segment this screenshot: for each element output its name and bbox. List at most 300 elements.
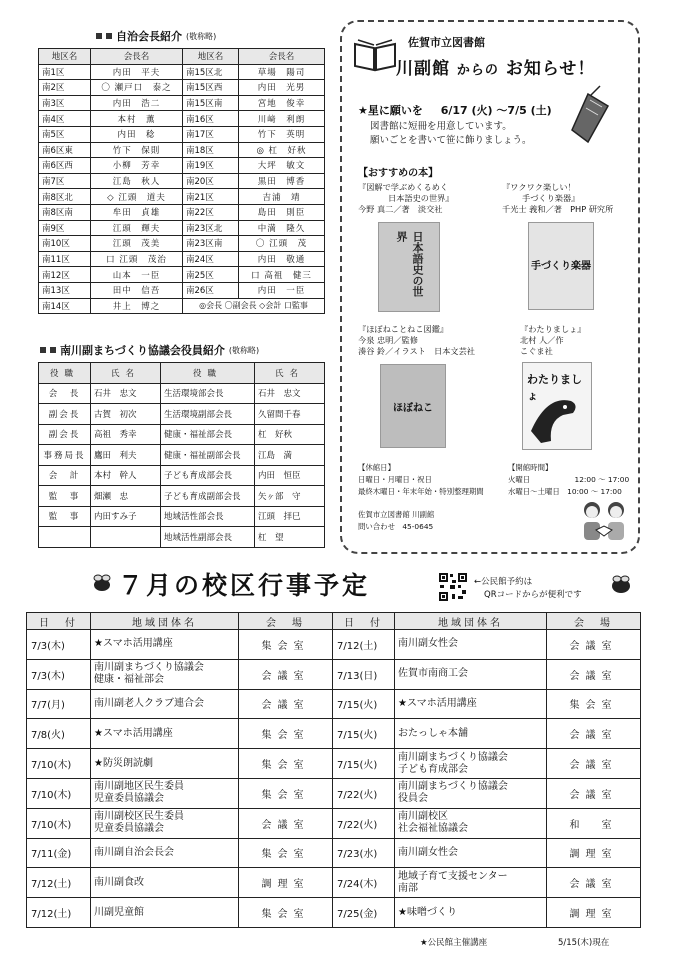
group-cell bbox=[395, 778, 547, 808]
ward-cell: 南12区 bbox=[39, 267, 91, 283]
chief-name-cell: 〇 江頭 茂 bbox=[239, 236, 325, 252]
book-info bbox=[358, 324, 475, 357]
date-cell: 7/15(火) bbox=[333, 719, 395, 749]
officer-name-cell bbox=[91, 527, 161, 548]
officer-name-cell: 内田すみ子 bbox=[91, 506, 161, 527]
table-row bbox=[39, 527, 325, 548]
desc-line: 図書館に短冊を用意しています。 bbox=[370, 121, 512, 132]
group-line: 南川副女性会 bbox=[398, 846, 458, 858]
book-info bbox=[502, 182, 613, 215]
table-row bbox=[39, 204, 325, 220]
table-row bbox=[39, 142, 325, 158]
chief-name-cell: 口 高祖 健三 bbox=[239, 267, 325, 283]
officers-title: 南川副まちづくり協議会役員紹介 bbox=[60, 344, 225, 357]
chief-name-cell: 内田 稔 bbox=[91, 126, 183, 142]
table-row bbox=[39, 282, 325, 298]
group-line: 児童委員協議会 bbox=[94, 823, 164, 835]
schedule-table bbox=[26, 612, 641, 928]
group-cell bbox=[395, 659, 547, 689]
ward-cell: 南15区南 bbox=[183, 95, 239, 111]
group-cell bbox=[91, 659, 239, 689]
table-row bbox=[39, 126, 325, 142]
chief-name-cell: 江頭 輝夫 bbox=[91, 220, 183, 236]
column-header: 地域団体名 bbox=[91, 613, 239, 630]
group-line: 南川副地区民生委員 bbox=[94, 781, 184, 793]
group-cell bbox=[395, 719, 547, 749]
chief-name-cell: 宮地 俊幸 bbox=[239, 95, 325, 111]
qr-note bbox=[474, 576, 582, 602]
date-cell: 7/13(日) bbox=[333, 659, 395, 689]
officer-name-cell: 杠 好秋 bbox=[255, 424, 325, 445]
closed-head: 【休館日】 bbox=[358, 463, 395, 472]
table-row bbox=[27, 808, 641, 838]
chief-name-cell: ◎ 杠 好秋 bbox=[239, 142, 325, 158]
chief-name-cell: 江島 秋人 bbox=[91, 173, 183, 189]
date-cell: 7/23(水) bbox=[333, 838, 395, 868]
hours-line: 水曜日～土曜日 10:00 ～ 17:00 bbox=[508, 487, 622, 496]
ward-cell: 南2区 bbox=[39, 80, 91, 96]
group-cell bbox=[91, 630, 239, 660]
book-title: 北村 人／作 bbox=[520, 335, 564, 345]
group-line: 地域子育て支援センター bbox=[398, 870, 508, 882]
group-cell bbox=[91, 719, 239, 749]
column-header: 日 付 bbox=[27, 613, 91, 630]
book-title: 手づくり楽器』 bbox=[522, 193, 580, 203]
date-cell: 7/24(木) bbox=[333, 868, 395, 898]
group-line: 南部 bbox=[398, 882, 418, 894]
group-cell bbox=[395, 630, 547, 660]
table-row bbox=[27, 898, 641, 928]
chief-name-cell: 内田 一臣 bbox=[239, 282, 325, 298]
group-cell bbox=[395, 808, 547, 838]
officer-name-cell: 本村 幹人 bbox=[91, 465, 161, 486]
chief-name-cell: 中満 隆久 bbox=[239, 220, 325, 236]
venue-cell: 会議室 bbox=[547, 749, 641, 779]
group-line: ★スマホ活用講座 bbox=[94, 638, 173, 650]
officer-name-cell: 江頭 拝巳 bbox=[255, 506, 325, 527]
ward-cell: 南23区南 bbox=[183, 236, 239, 252]
star-event-desc bbox=[370, 120, 532, 148]
venue-cell: 会議室 bbox=[547, 630, 641, 660]
chief-name-cell: 島田 則臣 bbox=[239, 204, 325, 220]
group-cell bbox=[395, 749, 547, 779]
table-row bbox=[27, 659, 641, 689]
ward-cell: 南26区 bbox=[183, 282, 239, 298]
footer-note: ★公民館主催講座 bbox=[420, 938, 488, 948]
venue-cell: 集会室 bbox=[239, 630, 333, 660]
bullet-icon bbox=[96, 33, 102, 39]
group-line: 南川副自治会長会 bbox=[94, 846, 174, 858]
table-header-row bbox=[39, 363, 325, 384]
library-notice-box bbox=[340, 20, 640, 554]
group-line: 南川副まちづくり協議会 bbox=[94, 662, 204, 674]
recommended-heading: 【おすすめの本】 bbox=[358, 168, 439, 179]
role-cell: 生活環境部会長 bbox=[161, 383, 255, 404]
book-author: 今野 真二／著 淡交社 bbox=[358, 204, 443, 214]
column-header: 日 付 bbox=[333, 613, 395, 630]
column-header: 会 場 bbox=[547, 613, 641, 630]
venue-cell: 集会室 bbox=[239, 898, 333, 928]
chief-name-cell: 山本 一臣 bbox=[91, 267, 183, 283]
role-cell: 会 長 bbox=[39, 383, 91, 404]
chiefs-heading bbox=[96, 28, 216, 44]
book-title: 『図解で学ぶめくるめく bbox=[358, 182, 449, 192]
date-cell: 7/7(月) bbox=[27, 689, 91, 719]
bullet-icon bbox=[40, 347, 46, 353]
bee-icon bbox=[90, 574, 114, 592]
group-cell bbox=[395, 868, 547, 898]
group-cell bbox=[91, 838, 239, 868]
hours-line: 火曜日 12:00 ～ 17:00 bbox=[508, 475, 630, 484]
ward-cell: 南20区 bbox=[183, 173, 239, 189]
chiefs-note: (敬称略) bbox=[186, 31, 217, 41]
bullet-icon bbox=[106, 33, 112, 39]
officer-name-cell: 杠 望 bbox=[255, 527, 325, 548]
group-cell bbox=[395, 689, 547, 719]
table-row bbox=[39, 404, 325, 425]
star-event-title: ★星に願いを bbox=[358, 104, 423, 117]
group-cell bbox=[91, 778, 239, 808]
officer-name-cell: 矢ヶ部 守 bbox=[255, 486, 325, 507]
ward-cell: 南6区西 bbox=[39, 158, 91, 174]
table-row bbox=[27, 838, 641, 868]
chief-name-cell: 小柳 芳幸 bbox=[91, 158, 183, 174]
venue-cell: 会議室 bbox=[547, 868, 641, 898]
officer-name-cell: 鷹田 利夫 bbox=[91, 445, 161, 466]
chief-name-cell: 大坪 敏文 bbox=[239, 158, 325, 174]
venue-cell: 和 室 bbox=[547, 808, 641, 838]
group-line: 南川副校区民生委員 bbox=[94, 811, 184, 823]
book-cover bbox=[522, 362, 592, 450]
ward-cell: 南17区 bbox=[183, 126, 239, 142]
chief-name-cell: 黒田 博香 bbox=[239, 173, 325, 189]
role-cell: 監 事 bbox=[39, 486, 91, 507]
group-cell bbox=[91, 749, 239, 779]
venue-cell: 集会室 bbox=[239, 838, 333, 868]
ward-cell: 南4区 bbox=[39, 111, 91, 127]
open-book-icon bbox=[352, 36, 398, 74]
officer-name-cell: 石井 忠文 bbox=[255, 383, 325, 404]
ward-cell: 南8区南 bbox=[39, 204, 91, 220]
kids-reading-icon bbox=[578, 498, 630, 546]
role-cell: 健康・福祉部会長 bbox=[161, 424, 255, 445]
date-cell: 7/11(金) bbox=[27, 838, 91, 868]
tanzaku-icon bbox=[570, 84, 618, 146]
role-cell: 子ども育成副部会長 bbox=[161, 486, 255, 507]
table-row bbox=[39, 445, 325, 466]
group-line: 健康・福祉部会 bbox=[94, 674, 164, 686]
cover-text: 日本語史の世界 bbox=[395, 231, 424, 297]
closed-line: 最終木曜日・年末年始・特別整理期間 bbox=[358, 487, 484, 496]
book-title: 『わたりましょ』 bbox=[520, 324, 586, 334]
role-cell: 健康・福祉副部会長 bbox=[161, 445, 255, 466]
ward-cell: 南18区 bbox=[183, 142, 239, 158]
star-event bbox=[358, 102, 552, 118]
date-cell: 7/8(火) bbox=[27, 719, 91, 749]
venue-cell: 調理室 bbox=[239, 868, 333, 898]
chief-name-cell: 〇 瀬戸口 泰之 bbox=[91, 80, 183, 96]
group-cell bbox=[91, 689, 239, 719]
officer-name-cell: 内田 恒臣 bbox=[255, 465, 325, 486]
venue-cell: 集会室 bbox=[239, 778, 333, 808]
officer-name-cell: 畑瀬 忠 bbox=[91, 486, 161, 507]
library-notice: お知らせ！ bbox=[505, 59, 596, 79]
table-row bbox=[39, 298, 325, 314]
venue-cell: 会議室 bbox=[547, 659, 641, 689]
ward-cell: 南23区北 bbox=[183, 220, 239, 236]
column-header: 氏名 bbox=[91, 363, 161, 384]
column-header: 会 場 bbox=[239, 613, 333, 630]
column-header: 役職 bbox=[39, 363, 91, 384]
book-cover bbox=[380, 364, 446, 448]
date-cell: 7/15(火) bbox=[333, 749, 395, 779]
group-cell bbox=[91, 868, 239, 898]
date-cell: 7/3(木) bbox=[27, 659, 91, 689]
group-line: 佐賀市南商工会 bbox=[398, 668, 468, 680]
officer-name-cell: 江島 満 bbox=[255, 445, 325, 466]
table-header-row bbox=[39, 49, 325, 65]
book-title: 今泉 忠明／監修 bbox=[358, 335, 418, 345]
library-org: 佐賀市立図書館 bbox=[408, 36, 485, 49]
table-row bbox=[39, 173, 325, 189]
group-line: 子ども育成部会 bbox=[398, 763, 468, 775]
schedule-title: ７月の校区行事予定 bbox=[118, 571, 371, 600]
table-row bbox=[27, 689, 641, 719]
group-line: 川副児童館 bbox=[94, 906, 144, 918]
date-cell: 7/25(金) bbox=[333, 898, 395, 928]
officers-note: (敬称略) bbox=[228, 345, 260, 355]
officer-name-cell: 高祖 秀幸 bbox=[91, 424, 161, 445]
role-cell: 地域活性部会長 bbox=[161, 506, 255, 527]
date-cell: 7/10(木) bbox=[27, 749, 91, 779]
group-cell bbox=[395, 898, 547, 928]
ward-cell: 南3区 bbox=[39, 95, 91, 111]
column-header: 会長名 bbox=[91, 49, 183, 65]
book-title: 『ワクワク楽しい！ bbox=[502, 182, 576, 192]
chief-name-cell: 内田 平夫 bbox=[91, 64, 183, 80]
qr-code-icon[interactable] bbox=[438, 572, 468, 602]
chief-name-cell: 川﨑 利朗 bbox=[239, 111, 325, 127]
book-info bbox=[358, 182, 454, 215]
group-line: 役員会 bbox=[398, 793, 428, 805]
cover-text: 手づくり楽器 bbox=[531, 261, 591, 272]
table-row bbox=[39, 465, 325, 486]
group-line: 児童委員協議会 bbox=[94, 793, 164, 805]
group-line: 南川副老人クラブ連合会 bbox=[94, 697, 204, 709]
role-legend: ◎会長 〇副会長 ◇会計 口監事 bbox=[183, 298, 325, 314]
officers-rows bbox=[39, 383, 325, 547]
chief-name-cell: 吉浦 靖 bbox=[239, 189, 325, 205]
book-author: 湊谷 鈴／イラスト 日本文芸社 bbox=[358, 346, 475, 356]
book-author: こぐま社 bbox=[520, 346, 553, 356]
book-title: 日本語史の世界』 bbox=[388, 193, 454, 203]
venue-cell: 会議室 bbox=[547, 719, 641, 749]
opening-hours bbox=[508, 462, 629, 498]
group-line: 南川副まちづくり協議会 bbox=[398, 781, 508, 793]
library-title bbox=[396, 54, 595, 79]
chief-name-cell: 口 江頭 茂治 bbox=[91, 251, 183, 267]
ward-cell: 南8区北 bbox=[39, 189, 91, 205]
venue-cell: 集会室 bbox=[239, 719, 333, 749]
ward-cell: 南9区 bbox=[39, 220, 91, 236]
chief-name-cell: 田中 信吾 bbox=[91, 282, 183, 298]
role-cell: 監 事 bbox=[39, 506, 91, 527]
column-header: 氏名 bbox=[255, 363, 325, 384]
ward-cell: 南13区 bbox=[39, 282, 91, 298]
book-cover bbox=[378, 222, 440, 312]
table-row bbox=[39, 236, 325, 252]
date-cell: 7/22(火) bbox=[333, 808, 395, 838]
ward-cell: 南7区 bbox=[39, 173, 91, 189]
date-cell: 7/12(土) bbox=[27, 868, 91, 898]
venue-cell: 会議室 bbox=[547, 778, 641, 808]
group-line: ★味噌づくり bbox=[398, 906, 457, 918]
table-row bbox=[39, 80, 325, 96]
chiefs-rows bbox=[39, 64, 325, 298]
table-row bbox=[39, 424, 325, 445]
bird-illustration bbox=[527, 391, 587, 447]
hours-head: 【開館時間】 bbox=[508, 463, 553, 472]
ward-cell: 南19区 bbox=[183, 158, 239, 174]
ward-cell: 南16区 bbox=[183, 111, 239, 127]
chief-name-cell: 草場 陽司 bbox=[239, 64, 325, 80]
group-line: 南川副女性会 bbox=[398, 638, 458, 650]
role-cell: 副会長 bbox=[39, 404, 91, 425]
chief-name-cell: 本村 薫 bbox=[91, 111, 183, 127]
schedule-rows bbox=[27, 630, 641, 928]
table-row bbox=[39, 267, 325, 283]
book-cover bbox=[528, 222, 594, 310]
table-header-row bbox=[27, 613, 641, 630]
ward-cell: 南14区 bbox=[39, 298, 91, 314]
role-cell: 会 計 bbox=[39, 465, 91, 486]
table-row bbox=[27, 868, 641, 898]
ward-cell: 南24区 bbox=[183, 251, 239, 267]
table-row bbox=[27, 630, 641, 660]
ward-cell: 南6区東 bbox=[39, 142, 91, 158]
role-cell: 事務局長 bbox=[39, 445, 91, 466]
closed-days bbox=[358, 462, 484, 498]
date-cell: 7/10(木) bbox=[27, 778, 91, 808]
column-header: 会長名 bbox=[239, 49, 325, 65]
book-author: 千光士 義和／著 PHP 研究所 bbox=[502, 204, 614, 214]
venue-cell: 会議室 bbox=[239, 689, 333, 719]
date-cell: 7/3(木) bbox=[27, 630, 91, 660]
table-row bbox=[39, 383, 325, 404]
role-cell: 地域活性副部会長 bbox=[161, 527, 255, 548]
library-contact bbox=[358, 509, 434, 533]
group-line: ★スマホ活用講座 bbox=[398, 697, 477, 709]
chief-name-cell: 竹下 英明 bbox=[239, 126, 325, 142]
ward-cell: 南5区 bbox=[39, 126, 91, 142]
chief-name-cell: 牟田 貞雄 bbox=[91, 204, 183, 220]
cover-text: わたりましょ bbox=[527, 373, 582, 402]
table-row bbox=[39, 486, 325, 507]
role-cell: 副会長 bbox=[39, 424, 91, 445]
chiefs-table bbox=[38, 48, 325, 314]
ward-cell: 南10区 bbox=[39, 236, 91, 252]
venue-cell: 調理室 bbox=[547, 898, 641, 928]
chief-name-cell: 井上 博之 bbox=[91, 298, 183, 314]
group-line: 南川副まちづくり協議会 bbox=[398, 751, 508, 763]
chief-name-cell: 内田 浩二 bbox=[91, 95, 183, 111]
table-row bbox=[39, 251, 325, 267]
group-line: おたっしゃ本舗 bbox=[398, 727, 468, 739]
column-header: 地区名 bbox=[39, 49, 91, 65]
table-row bbox=[39, 506, 325, 527]
role-cell: 生活環境副部会長 bbox=[161, 404, 255, 425]
table-row bbox=[39, 158, 325, 174]
ward-cell: 南15区西 bbox=[183, 80, 239, 96]
role-cell bbox=[39, 527, 91, 548]
venue-cell: 集会室 bbox=[239, 749, 333, 779]
column-header: 役職 bbox=[161, 363, 255, 384]
group-line: ★スマホ活用講座 bbox=[94, 727, 173, 739]
ward-cell: 南21区 bbox=[183, 189, 239, 205]
date-cell: 7/10(木) bbox=[27, 808, 91, 838]
role-cell: 子ども育成部会長 bbox=[161, 465, 255, 486]
officer-name-cell: 久留間千春 bbox=[255, 404, 325, 425]
footer-date: 5/15(木)現在 bbox=[558, 938, 610, 948]
ward-cell: 南22区 bbox=[183, 204, 239, 220]
venue-cell: 会議室 bbox=[239, 659, 333, 689]
bullet-icon bbox=[50, 347, 56, 353]
contact-line: 問い合わせ 45-0645 bbox=[358, 522, 434, 531]
table-row bbox=[27, 778, 641, 808]
contact-line: 佐賀市立図書館 川副館 bbox=[358, 510, 435, 519]
officers-table bbox=[38, 362, 325, 548]
date-cell: 7/12(土) bbox=[27, 898, 91, 928]
group-line: 南川副食改 bbox=[94, 876, 144, 888]
book-info bbox=[520, 324, 586, 357]
ward-cell: 南11区 bbox=[39, 251, 91, 267]
library-branch: 川副館 bbox=[396, 59, 450, 79]
column-header: 地域団体名 bbox=[395, 613, 547, 630]
table-row bbox=[27, 719, 641, 749]
venue-cell: 会議室 bbox=[239, 808, 333, 838]
date-cell: 7/15(火) bbox=[333, 689, 395, 719]
chief-name-cell: 内田 敬通 bbox=[239, 251, 325, 267]
column-header: 地区名 bbox=[183, 49, 239, 65]
chiefs-title: 自治会長紹介 bbox=[116, 30, 182, 43]
table-row bbox=[39, 64, 325, 80]
group-line: ★防災朗読劇 bbox=[94, 757, 153, 769]
chief-name-cell: ◇ 江頭 道夫 bbox=[91, 189, 183, 205]
group-cell bbox=[91, 898, 239, 928]
desc-line: 願いごとを書いて笹に飾りましょう。 bbox=[370, 135, 532, 146]
officers-heading bbox=[40, 342, 259, 358]
ward-cell: 南15区北 bbox=[183, 64, 239, 80]
chief-name-cell: 竹下 保則 bbox=[91, 142, 183, 158]
chief-name-cell: 内田 光男 bbox=[239, 80, 325, 96]
closed-line: 日曜日・月曜日・祝日 bbox=[358, 475, 432, 484]
venue-cell: 調理室 bbox=[547, 838, 641, 868]
bee-icon bbox=[608, 574, 634, 594]
chief-name-cell: 江頭 茂美 bbox=[91, 236, 183, 252]
group-cell bbox=[91, 808, 239, 838]
star-event-dates: 6/17 (火) ～7/5 (土) bbox=[440, 104, 552, 117]
date-cell: 7/22(火) bbox=[333, 778, 395, 808]
officer-name-cell: 古賀 初次 bbox=[91, 404, 161, 425]
cover-text: ほぼねこ bbox=[393, 403, 433, 414]
table-row bbox=[39, 220, 325, 236]
table-row bbox=[39, 95, 325, 111]
qr-note-line: ←公民館予約は bbox=[474, 577, 533, 587]
qr-note-line: QRコードからが便利です bbox=[484, 590, 582, 600]
group-line: 南川副校区 bbox=[398, 811, 448, 823]
ward-cell: 南1区 bbox=[39, 64, 91, 80]
ward-cell: 南25区 bbox=[183, 267, 239, 283]
